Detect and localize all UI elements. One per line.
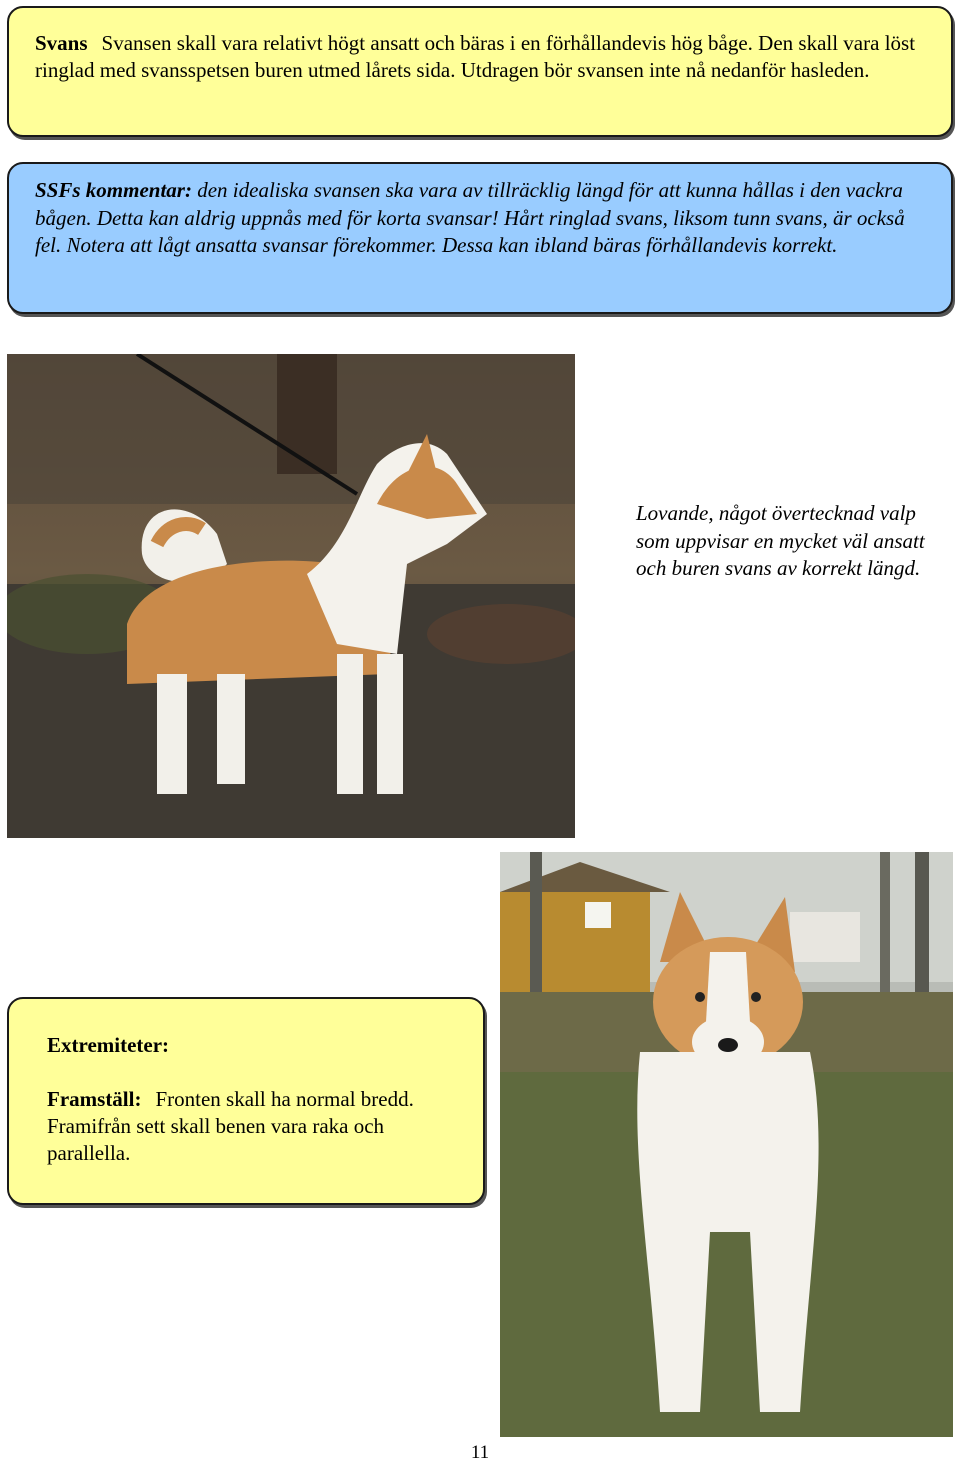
ssf-comment-heading: SSFs kommentar: bbox=[35, 178, 192, 202]
limbs-box bbox=[7, 997, 485, 1205]
page-number: 11 bbox=[470, 1442, 490, 1463]
forequarters-text: Fronten skall ha normal bredd. Framifrån sett skall benen vara raka och parallella. bbox=[47, 1087, 414, 1165]
tail-heading: Svans bbox=[35, 31, 88, 55]
dog-front-photo bbox=[500, 852, 953, 1437]
ssf-comment-box bbox=[7, 162, 953, 314]
dog-side-photo bbox=[7, 354, 575, 838]
tail-text: Svansen skall vara relativt högt ansatt och bäras i en förhållandevis hög båge. Den skall vara löst ringlad med svansspetsen buren utmed lårets sida. Utdragen bör svansen inte nå nedanför hasleden. bbox=[35, 31, 916, 82]
limbs-title: Extremiteter: bbox=[47, 1033, 170, 1057]
photo-caption: Lovande, något övertecknad valp som uppvisar en mycket väl ansatt och buren svans av korrekt längd. bbox=[636, 501, 925, 580]
forequarters-heading: Framställ: bbox=[47, 1087, 142, 1111]
ssf-comment-text: den idealiska svansen ska vara av tillräcklig längd för att kunna hållas i den vackra bågen. Detta kan aldrig uppnås med för korta svansar! Hårt ringlad svans, liksom tunn svans, är också fel. Notera att lågt ansatta svansar förekommer. Dessa kan ibland bäras förhållandevis korrekt. bbox=[35, 178, 905, 257]
tail-standard-box bbox=[7, 6, 953, 137]
